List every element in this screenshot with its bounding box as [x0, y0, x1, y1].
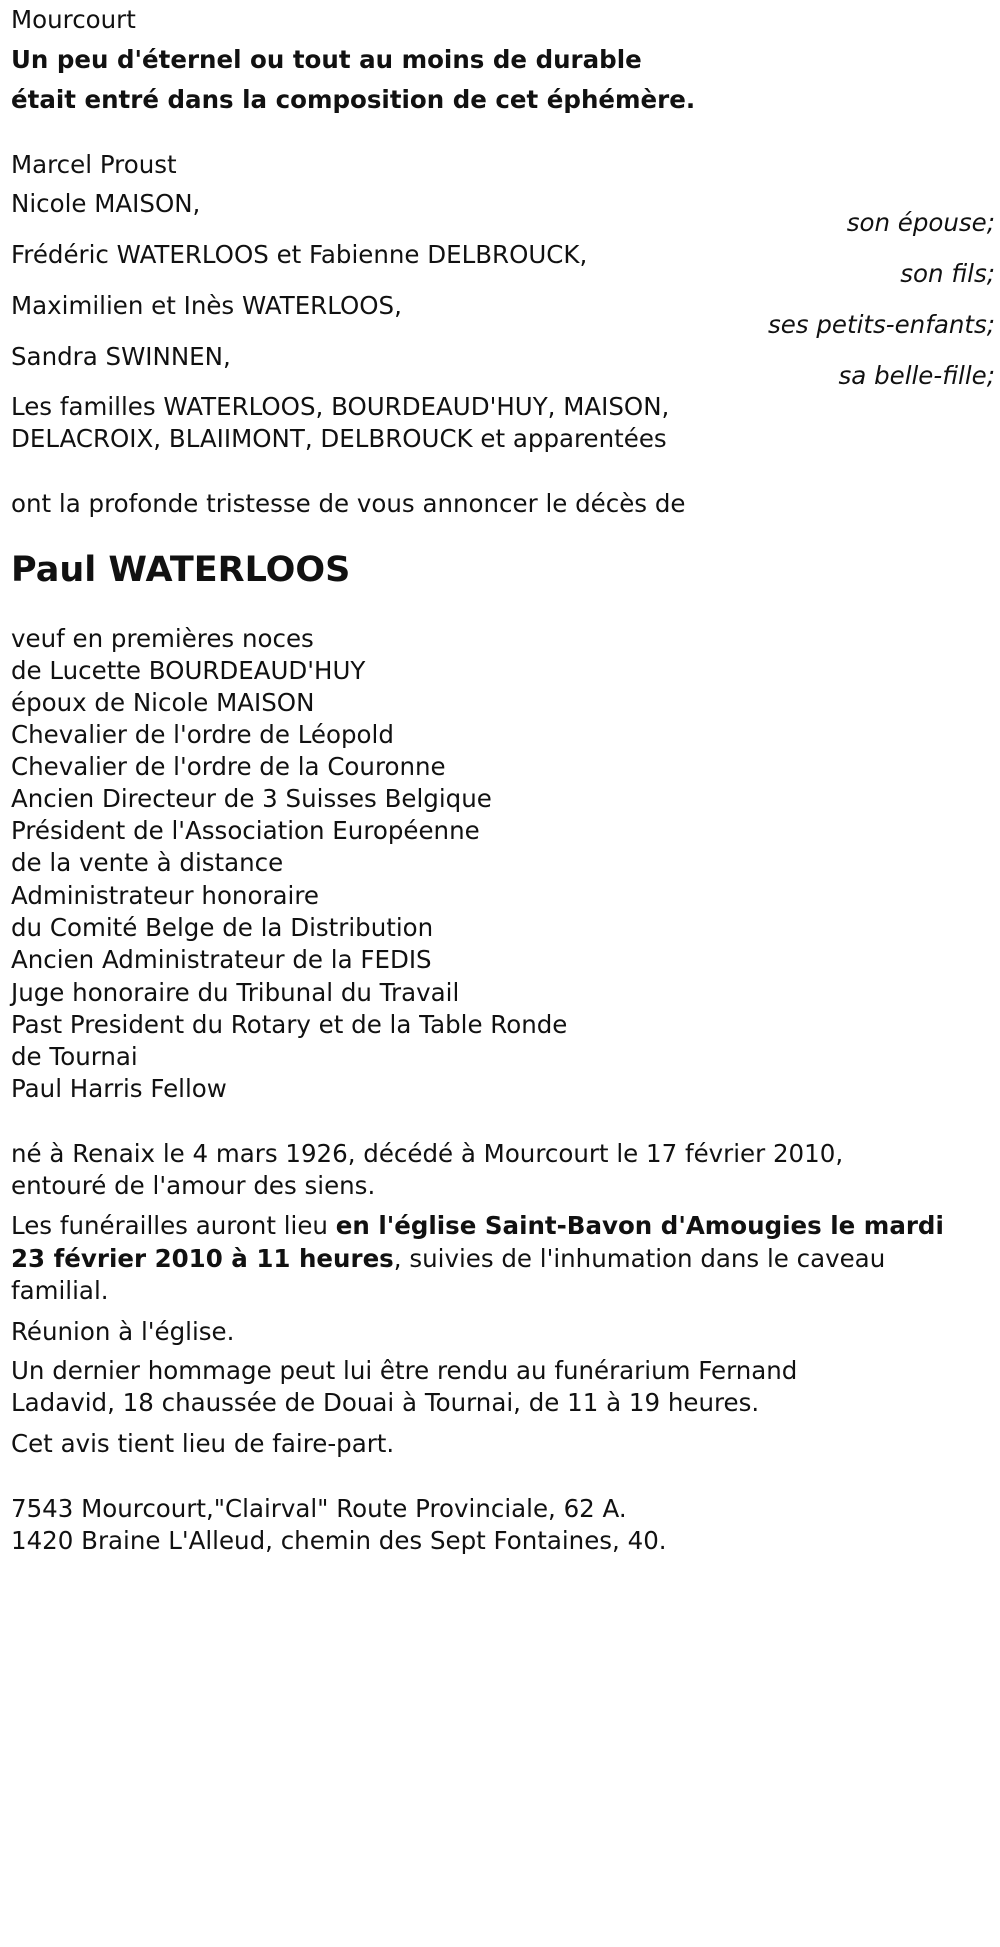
title-line: Juge honoraire du Tribunal du Travail [11, 978, 460, 1007]
family-member-names: Frédéric WATERLOOS et Fabienne DELBROUCK, [11, 240, 588, 269]
title-line: Chevalier de l'ordre de Léopold [11, 720, 394, 749]
family-member-relation: son fils; [900, 259, 995, 288]
title-line: de la vente à distance [11, 848, 284, 877]
address-line: 7543 Mourcourt,"Clairval" Route Provinciale, 62 A. [11, 1494, 627, 1523]
quote-author: Marcel Proust [11, 150, 177, 179]
title-line: du Comité Belge de la Distribution [11, 913, 434, 942]
title-line: veuf en premières noces [11, 624, 314, 653]
funeral-line-3: familial. [11, 1276, 109, 1305]
funeral-line-1 [11, 1210, 944, 1242]
notice-text: Cet avis tient lieu de faire-part. [11, 1429, 395, 1458]
family-member-names: Nicole MAISON, [11, 189, 201, 218]
funeral-rest: , suivies de l'inhumation dans le caveau [393, 1244, 886, 1273]
title-line: Past President du Rotary et de la Table Ronde [11, 1010, 568, 1039]
funeral-line-2 [11, 1243, 885, 1275]
deceased-name: Paul WATERLOOS [11, 550, 351, 590]
funeral-place: en l'église Saint-Bavon d'Amougies le mardi [335, 1211, 944, 1240]
families-line-2: DELACROIX, BLAIIMONT, DELBROUCK et apparentées [11, 424, 667, 453]
title-line: Président de l'Association Européenne [11, 816, 480, 845]
address-line: 1420 Braine L'Alleud, chemin des Sept Fontaines, 40. [11, 1526, 667, 1555]
family-member-names: Sandra SWINNEN, [11, 342, 231, 371]
funeral-intro: Les funérailles auront lieu [11, 1211, 336, 1240]
family-member-relation: son épouse; [846, 208, 995, 237]
birth-death-line-2: entouré de l'amour des siens. [11, 1171, 376, 1200]
title-line: de Lucette BOURDEAUD'HUY [11, 656, 366, 685]
family-member-names: Maximilien et Inès WATERLOOS, [11, 291, 402, 320]
birth-death-line-1: né à Renaix le 4 mars 1926, décédé à Mourcourt le 17 février 2010, [11, 1139, 844, 1168]
family-member-relation: sa belle-fille; [838, 361, 995, 390]
homage-line-2: Ladavid, 18 chaussée de Douai à Tournai, de 11 à 19 heures. [11, 1388, 760, 1417]
quote-line-1: Un peu d'éternel ou tout au moins de durable [11, 45, 642, 74]
title-line: Ancien Directeur de 3 Suisses Belgique [11, 784, 492, 813]
title-line: de Tournai [11, 1042, 138, 1071]
title-line: Paul Harris Fellow [11, 1074, 227, 1103]
title-line: époux de Nicole MAISON [11, 688, 315, 717]
title-line: Ancien Administrateur de la FEDIS [11, 945, 432, 974]
title-line: Chevalier de l'ordre de la Couronne [11, 752, 446, 781]
reunion-text: Réunion à l'église. [11, 1317, 235, 1346]
title-line: Administrateur honoraire [11, 881, 319, 910]
families-line-1: Les familles WATERLOOS, BOURDEAUD'HUY, MAISON, [11, 392, 670, 421]
announcement-text: ont la profonde tristesse de vous annoncer le décès de [11, 489, 686, 518]
funeral-date: 23 février 2010 à 11 heures [11, 1244, 394, 1273]
quote-line-2: était entré dans la composition de cet éphémère. [11, 85, 696, 114]
location-text: Mourcourt [11, 5, 136, 34]
family-member-relation: ses petits-enfants; [767, 310, 995, 339]
homage-line-1: Un dernier hommage peut lui être rendu au funérarium Fernand [11, 1356, 798, 1385]
